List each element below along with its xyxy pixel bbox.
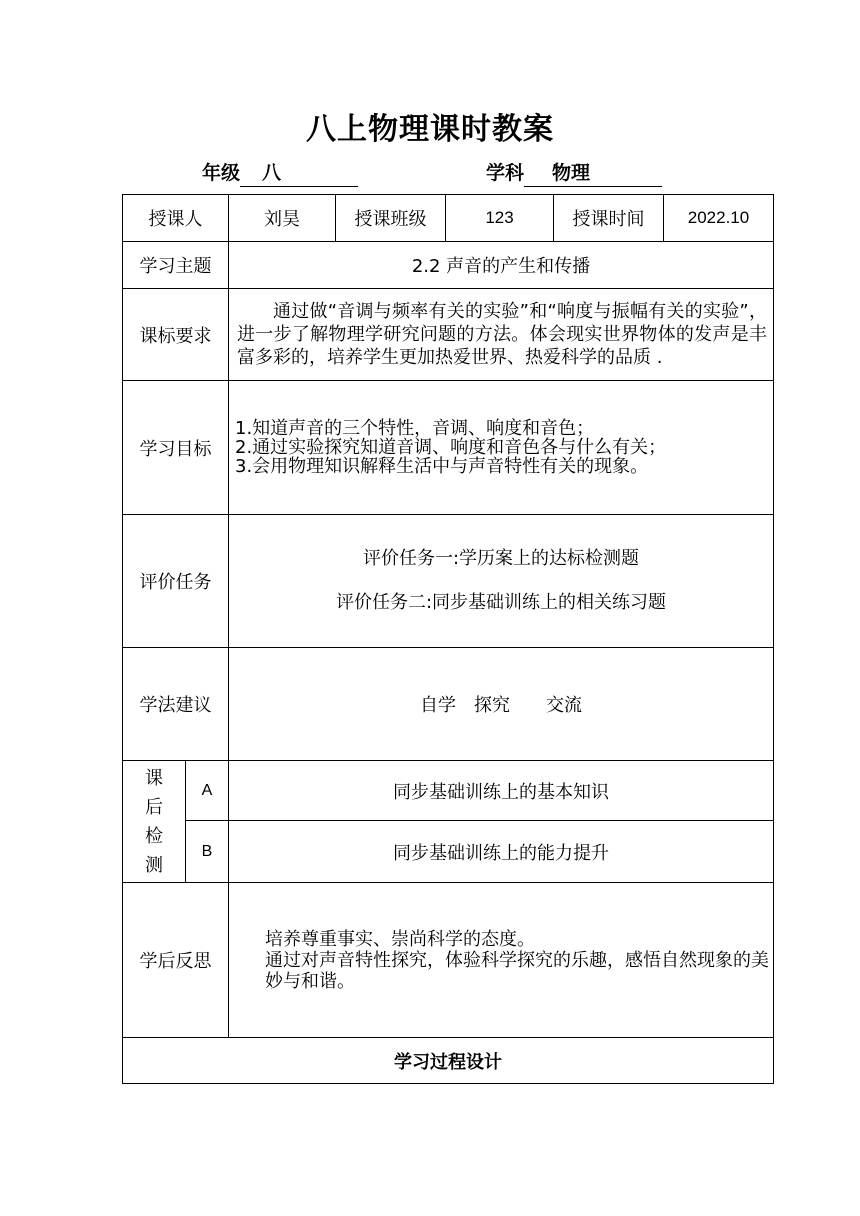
subject-value: 物理 [524,158,662,187]
tasks-list [229,515,774,648]
class-label: 授课班级 [336,195,446,242]
tasks-label: 评价任务 [123,515,229,648]
level-a: A [186,761,229,821]
time-value: 2022.10 [664,195,774,242]
subject-line [486,158,662,187]
grade-label: 年级 [202,162,241,184]
time-label: 授课时间 [554,195,664,242]
goal-item: 2.通过实验探究知道音调、响度和音色各与什么有关； [235,437,667,458]
reflection-label: 学后反思 [123,883,229,1038]
requirement-row [123,289,774,381]
requirement-text: 通过做“音调与频率有关的实验”和“响度与振幅有关的实验”，进一步了解物理学研究问题的方法。体会现实世界物体的发声是丰富多彩的，培养学生更加热爱世界、热爱科学的品质 . [237,301,767,368]
after-class-char: 课 [145,767,163,789]
after-class-label [123,761,186,883]
after-class-char: 后 [145,796,163,818]
method-value: 自学 探究 交流 [229,648,774,761]
goals-label: 学习目标 [123,381,229,515]
after-class-row-b [123,821,774,883]
task-item: 评价任务一:学历案上的达标检测题 [362,548,640,569]
teacher-value: 刘昊 [229,195,336,242]
topic-value: 2.2 声音的产生和传播 [229,242,774,289]
after-class-row-a [123,761,774,821]
tasks-row [123,515,774,648]
reflection-line: 培养尊重事实、崇尚科学的态度。 [265,929,535,950]
after-class-char: 检 [145,825,163,847]
subject-label: 学科 [486,162,525,184]
info-row [123,195,774,242]
goal-item: 3.会用物理知识解释生活中与声音特性有关的现象。 [235,456,649,477]
process-row [123,1038,774,1084]
grade-line [202,158,358,187]
task-item: 评价任务二:同步基础训练上的相关练习题 [335,592,667,613]
method-label: 学法建议 [123,648,229,761]
reflection-row [123,883,774,1038]
goal-item: 1.知道声音的三个特性，音调、响度和音色； [235,418,595,439]
topic-label: 学习主题 [123,242,229,289]
requirement-label: 课标要求 [123,289,229,381]
teacher-label: 授课人 [123,195,229,242]
level-a-content: 同步基础训练上的基本知识 [229,761,774,821]
goals-row [123,381,774,515]
level-b-content: 同步基础训练上的能力提升 [229,821,774,883]
lesson-plan-table [122,194,774,1084]
class-value: 123 [446,195,554,242]
after-class-char: 测 [145,854,163,876]
level-b: B [186,821,229,883]
reflection-line: 通过对声音特性探究，体验科学探究的乐趣，感悟自然现象的美妙与和谐。 [265,950,769,992]
goals-list [229,381,774,515]
topic-row [123,242,774,289]
document-title: 八上物理课时教案 [306,112,554,147]
method-row [123,648,774,761]
process-heading: 学习过程设计 [123,1038,774,1084]
grade-value: 八 [240,158,358,187]
reflection-text [229,883,774,1038]
